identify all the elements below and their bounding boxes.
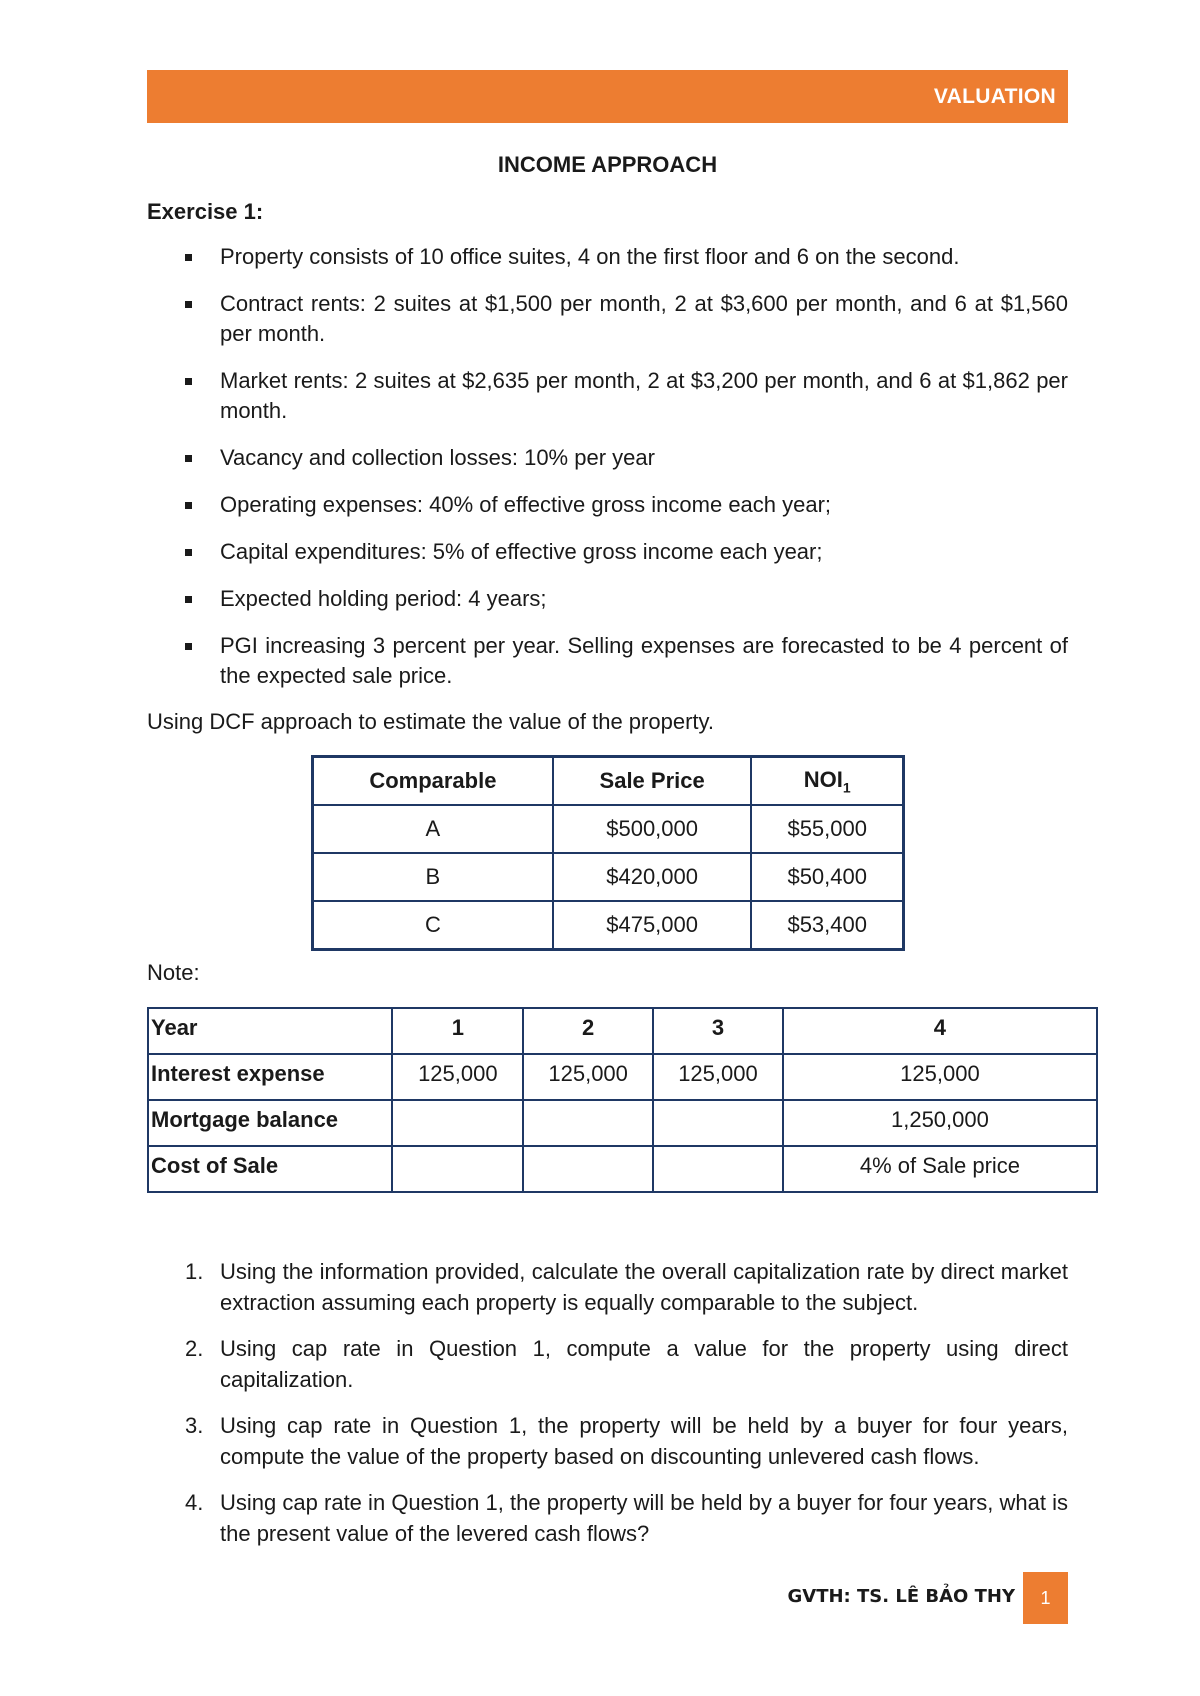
footer-instructor: GVTH: TS. LÊ BẢO THY (787, 1586, 1015, 1607)
table-header-row (313, 757, 904, 806)
table-row (313, 853, 904, 901)
table-row (148, 1054, 1097, 1100)
row-header: Interest expense (148, 1054, 392, 1100)
table-cell: $53,400 (751, 901, 903, 950)
table-cell: $475,000 (553, 901, 752, 950)
question-item (147, 1410, 1068, 1472)
question-number: 1. (185, 1259, 204, 1284)
question-number: 3. (185, 1413, 204, 1438)
table-cell: 125,000 (783, 1054, 1097, 1100)
list-item: Vacancy and collection losses: 10% per year (147, 443, 1068, 473)
subscript: 1 (842, 779, 851, 796)
table-row (313, 805, 904, 853)
table-cell: $55,000 (751, 805, 903, 853)
header-section-title: VALUATION (933, 85, 1056, 108)
square-bullet-icon (185, 455, 192, 462)
square-bullet-icon (185, 502, 192, 509)
list-item: Operating expenses: 40% of effective gross income each year; (147, 490, 1068, 520)
list-item: Contract rents: 2 suites at $1,500 per month, 2 at $3,600 per month, and 6 at $1,560 per month. (147, 289, 1068, 349)
table-header-row (148, 1008, 1097, 1054)
table-cell: 125,000 (523, 1054, 653, 1100)
column-header: Comparable (313, 757, 553, 806)
table-row (148, 1100, 1097, 1146)
assumptions-list (147, 242, 1068, 708)
square-bullet-icon (185, 643, 192, 650)
list-item: Capital expenditures: 5% of effective gross income each year; (147, 537, 1068, 567)
square-bullet-icon (185, 378, 192, 385)
square-bullet-icon (185, 549, 192, 556)
list-item: PGI increasing 3 percent per year. Selling expenses are forecasted to be 4 percent of the expected sale price. (147, 631, 1068, 691)
square-bullet-icon (185, 596, 192, 603)
column-header: Sale Price (553, 757, 752, 806)
question-number: 2. (185, 1336, 204, 1361)
row-header: Year (148, 1008, 392, 1054)
table-cell: C (313, 901, 553, 950)
row-header: Mortgage balance (148, 1100, 392, 1146)
question-item (147, 1256, 1068, 1318)
table-cell: 1,250,000 (783, 1100, 1097, 1146)
table-cell: $420,000 (553, 853, 752, 901)
list-item: Expected holding period: 4 years; (147, 584, 1068, 614)
table-cell: $50,400 (751, 853, 903, 901)
question-text: Using the information provided, calculate the overall capitalization rate by direct market extraction assuming each property is equally comparable to the subject. (220, 1259, 1068, 1315)
question-text: Using cap rate in Question 1, compute a value for the property using direct capitalization. (220, 1336, 1068, 1392)
table-cell (653, 1146, 783, 1192)
square-bullet-icon (185, 254, 192, 261)
table-cell (523, 1100, 653, 1146)
table-cell: A (313, 805, 553, 853)
note-label: Note: (147, 960, 200, 985)
table-row (148, 1146, 1097, 1192)
column-header: 1 (392, 1008, 523, 1054)
table-cell (392, 1100, 523, 1146)
comparables-table (311, 755, 905, 951)
list-item: Market rents: 2 suites at $2,635 per month, 2 at $3,200 per month, and 6 at $1,862 per month. (147, 366, 1068, 426)
column-header: 2 (523, 1008, 653, 1054)
table-cell: 125,000 (653, 1054, 783, 1100)
table-cell (392, 1146, 523, 1192)
table-cell (653, 1100, 783, 1146)
table-cell (523, 1146, 653, 1192)
question-item (147, 1487, 1068, 1549)
header-bar (147, 70, 1068, 123)
question-number: 4. (185, 1490, 204, 1515)
square-bullet-icon (185, 301, 192, 308)
table-cell: 4% of Sale price (783, 1146, 1097, 1192)
question-text: Using cap rate in Question 1, the property will be held by a buyer for four years, compute the value of the property based on discounting unlevered cash flows. (220, 1413, 1068, 1469)
row-header: Cost of Sale (148, 1146, 392, 1192)
page-title: INCOME APPROACH (497, 152, 718, 177)
question-list (147, 1256, 1068, 1564)
exercise-heading: Exercise 1: (147, 199, 264, 224)
table-cell: $500,000 (553, 805, 752, 853)
table-cell: B (313, 853, 553, 901)
column-header: 4 (783, 1008, 1097, 1054)
table-row (313, 901, 904, 950)
list-item: Property consists of 10 office suites, 4 on the first floor and 6 on the second. (147, 242, 1068, 272)
page-number: 1 (1023, 1572, 1068, 1624)
column-header: 3 (653, 1008, 783, 1054)
note-table (147, 1007, 1098, 1193)
column-header: $NOI_1$ (751, 757, 903, 806)
question-item (147, 1333, 1068, 1395)
dcf-instruction: Using DCF approach to estimate the value of the property. (147, 709, 714, 734)
question-text: Using cap rate in Question 1, the property will be held by a buyer for four years, what is the present value of the levered cash flows? (220, 1490, 1068, 1546)
table-cell: 125,000 (392, 1054, 523, 1100)
